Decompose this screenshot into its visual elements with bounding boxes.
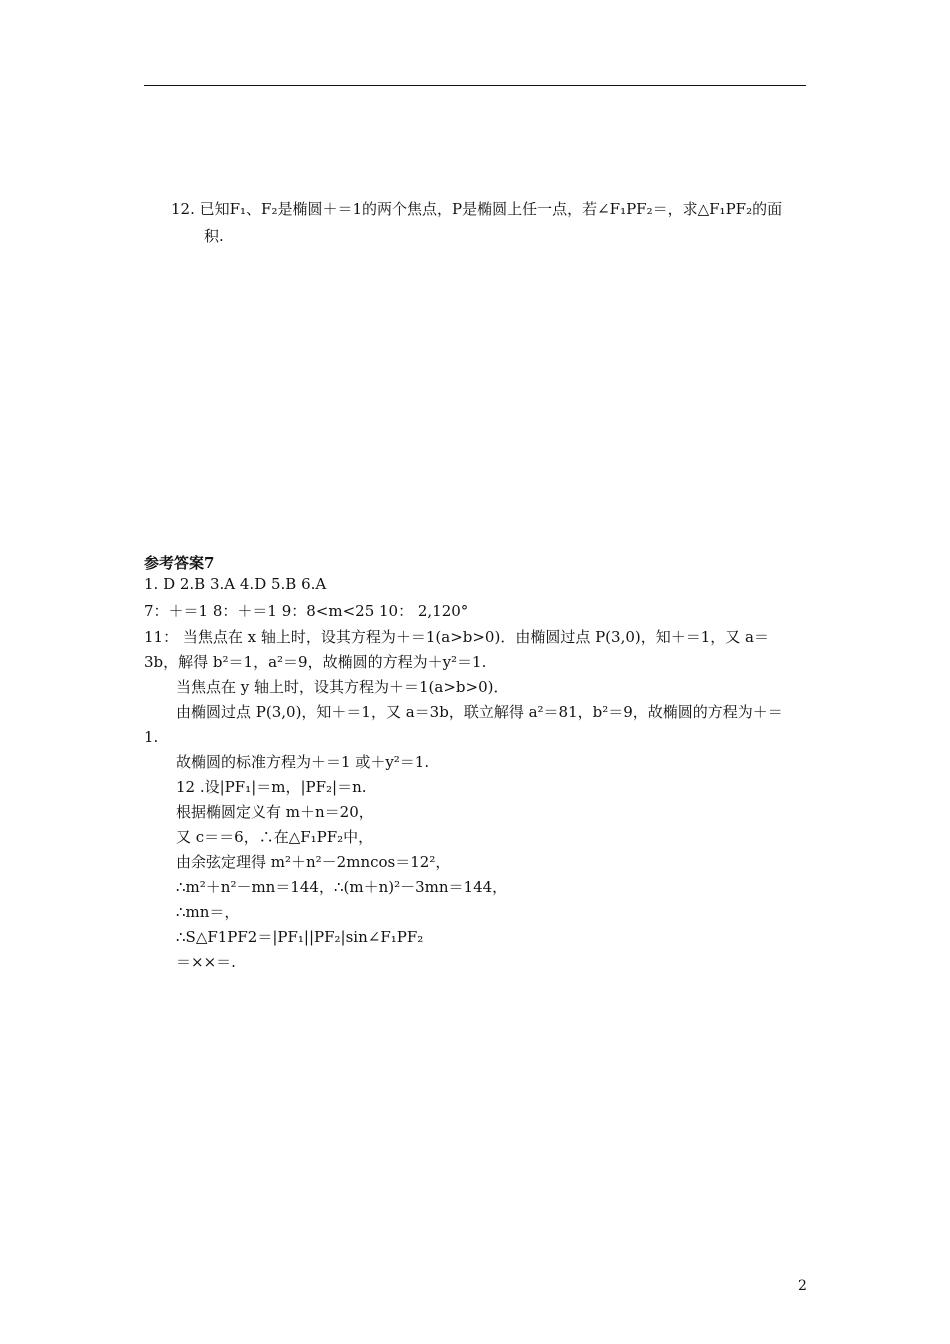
answer-line: ∴S△F1PF2＝|PF₁||PF₂|sin∠F₁PF₂	[176, 928, 424, 946]
answer-line: 根据椭圆定义有 m＋n＝20，	[176, 803, 374, 821]
answer-line: ∴mn＝，	[176, 903, 240, 921]
answers-heading: 参考答案7	[144, 554, 215, 572]
header-rule	[144, 85, 806, 86]
answer-line: 当焦点在 y 轴上时，设其方程为＋＝1(a>b>0)．	[176, 678, 509, 696]
answer-line: ∴m²＋n²－mn＝144，∴(m＋n)²－3mn＝144，	[176, 878, 508, 896]
question-12-line2: 积.	[204, 227, 224, 245]
answer-line: 由余弦定理得 m²＋n²－2mncos＝12²，	[176, 853, 451, 871]
answer-line: 7：＋＝1 8：＋＝1 9：8<m<25 10： 2,120°	[144, 602, 469, 620]
answer-line: 1. D 2.B 3.A 4.D 5.B 6.A	[144, 575, 327, 593]
answer-line: 11： 当焦点在 x 轴上时，设其方程为＋＝1(a>b>0)．由椭圆过点 P(3,0)，知＋＝1，又 a＝	[144, 628, 770, 646]
answer-line: 又 c＝＝6，∴在△F₁PF₂中，	[176, 828, 374, 846]
answer-line: 3b，解得 b²＝1，a²＝9，故椭圆的方程为＋y²＝1.	[144, 653, 487, 671]
answer-line: 12 .设|PF₁|＝m，|PF₂|＝n.	[176, 778, 367, 796]
answer-line: 由椭圆过点 P(3,0)，知＋＝1，又 a＝3b，联立解得 a²＝81，b²＝9，故椭圆的方程为＋＝	[176, 703, 783, 721]
page-number: 2	[798, 1278, 807, 1294]
answer-line: ＝××＝.	[176, 953, 236, 971]
question-12-line1: 12. 已知F₁、F₂是椭圆＋＝1的两个焦点，P是椭圆上任一点，若∠F₁PF₂＝，求△F₁PF₂的面	[171, 200, 783, 218]
answer-line: 故椭圆的标准方程为＋＝1 或＋y²＝1.	[176, 753, 430, 771]
answer-line: 1.	[144, 728, 159, 746]
